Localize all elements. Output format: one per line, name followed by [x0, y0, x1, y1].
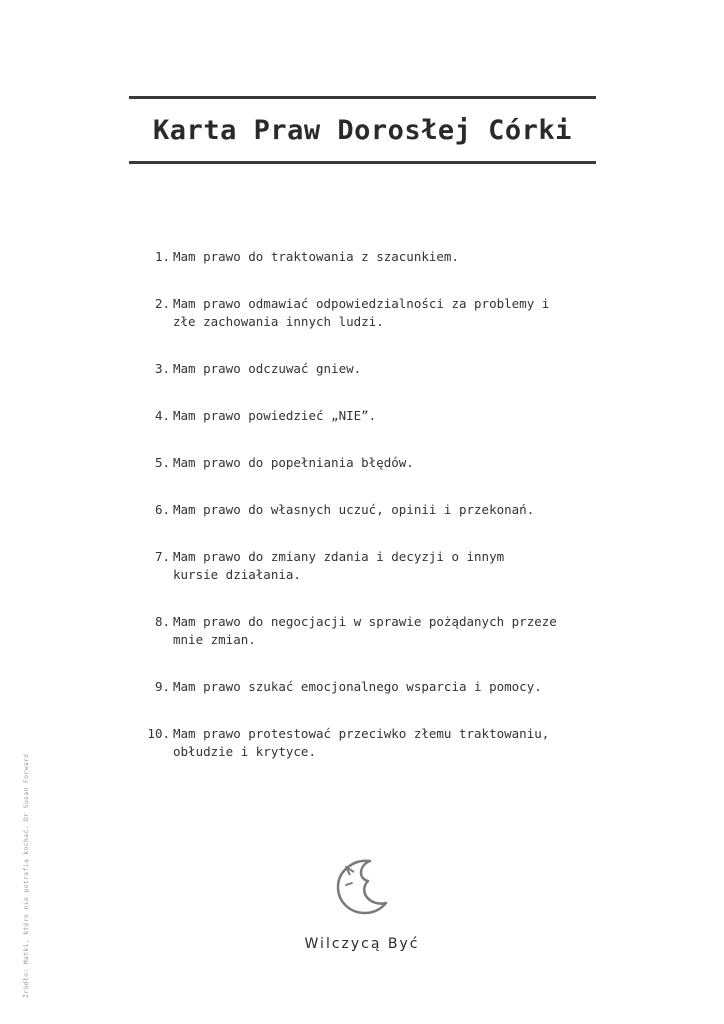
item-text: Mam prawo do negocjacji w sprawie pożądanych przeze mnie zmian. [173, 614, 557, 647]
page-title: Karta Praw Dorosłej Córki [153, 114, 572, 146]
item-number: 2. [154, 296, 170, 311]
title-block [129, 96, 596, 164]
rights-list [140, 248, 600, 790]
list-item [140, 678, 600, 696]
item-text: Mam prawo do popełniania błędów. [173, 455, 414, 470]
item-number: 3. [154, 361, 170, 376]
item-text: Mam prawo do własnych uczuć, opinii i przekonań. [173, 502, 535, 517]
brand-name: Wilczycą Być [304, 936, 420, 952]
list-item [140, 725, 613, 761]
wolf-moon-logo-icon [330, 855, 392, 917]
list-item [140, 454, 600, 472]
item-text: Mam prawo powiedzieć „NIE”. [173, 408, 377, 423]
item-text: Mam prawo szukać emocjonalnego wsparcia i pomocy. [173, 679, 542, 694]
item-text: Mam prawo do traktowania z szacunkiem. [173, 249, 459, 264]
item-number: 4. [154, 408, 170, 423]
item-number: 10. [147, 726, 170, 741]
item-number: 6. [154, 502, 170, 517]
list-item [140, 407, 600, 425]
item-text: Mam prawo do zmiany zdania i decyzji o innym kursie działania. [173, 549, 505, 582]
list-item [140, 501, 600, 519]
list-item [140, 548, 513, 584]
list-item [140, 295, 573, 331]
item-text: Mam prawo odmawiać odpowiedzialności za problemy i złe zachowania innych ludzi. [173, 296, 550, 329]
item-text: Mam prawo odczuwać gniew. [173, 361, 362, 376]
item-number: 8. [154, 614, 170, 629]
item-number: 9. [154, 679, 170, 694]
source-note: Źródło: Matki, które nie potrafią kochać. Dr Susan Forward [22, 753, 30, 998]
item-number: 5. [154, 455, 170, 470]
item-text: Mam prawo protestować przeciwko złemu traktowaniu, obłudzie i krytyce. [173, 726, 550, 759]
list-item [140, 613, 563, 649]
item-number: 7. [154, 549, 170, 564]
item-number: 1. [154, 249, 170, 264]
list-item [140, 360, 600, 378]
list-item [140, 248, 600, 266]
